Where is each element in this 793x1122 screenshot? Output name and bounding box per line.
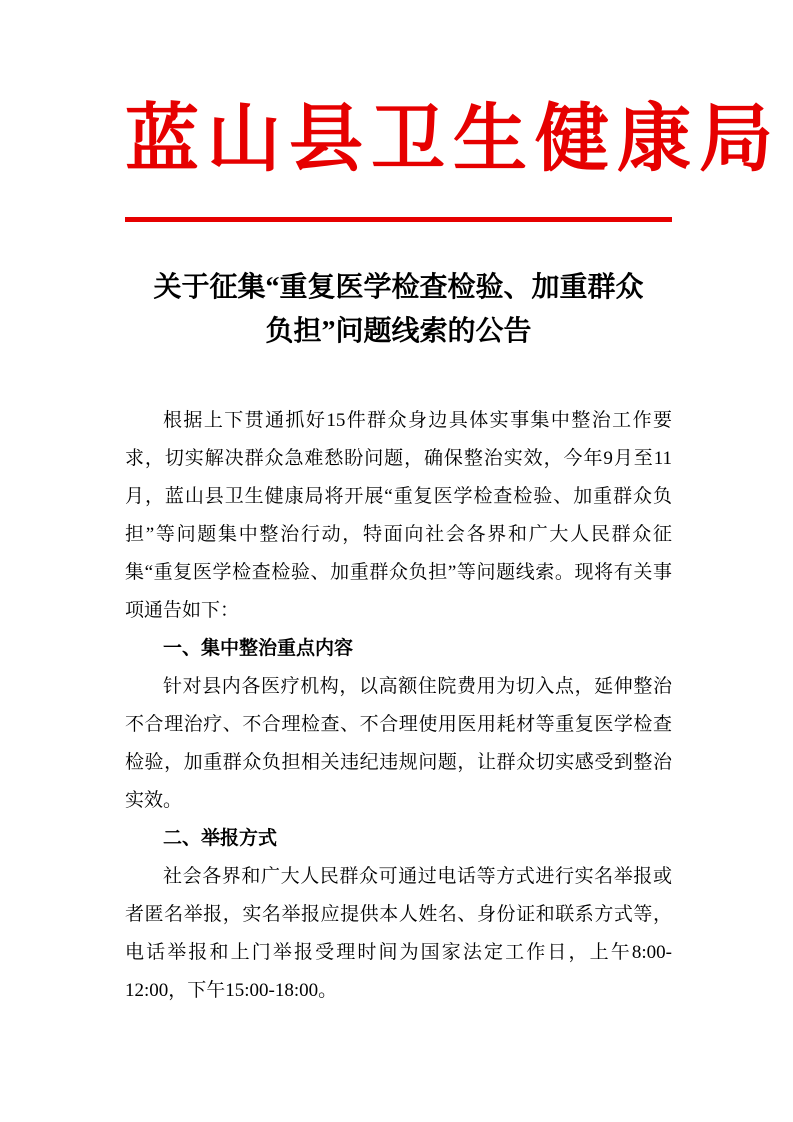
document-body — [125, 402, 672, 1010]
section-heading-1: 一、集中整治重点内容 — [163, 637, 354, 659]
section-heading-2: 二、举报方式 — [163, 827, 278, 849]
paragraph-section-1: 针对县内各医疗机构，以高额住院费用为切入点，延伸整治不合理治疗、不合理检查、不合理使用医用耗材等重复医学检查检验，加重群众负担相关违纪违规问题，让群众切实感受到整治实效。 — [125, 675, 672, 811]
paragraph-intro: 根据上下贯通抓好15件群众身边具体实事集中整治工作要求，切实解决群众急难愁盼问题，确保整治实效，今年9月至11月，蓝山县卫生健康局将开展“重复医学检查检验、加重群众负担”等问题集中整治行动，特面向社会各界和广大人民群众征集“重复医学检查检验、加重群众负担”等问题线索。现将有关事项通告如下： — [125, 409, 672, 621]
document-header — [125, 96, 781, 222]
agency-name: 蓝山县卫生健康局 — [125, 99, 781, 181]
paragraph-section-2: 社会各界和广大人民群众可通过电话等方式进行实名举报或者匿名举报，实名举报应提供本人姓名、身份证和联系方式等，电话举报和上门举报受理时间为国家法定工作日，上午8:00-12:00，下午15:00-18:00。 — [125, 865, 672, 1001]
header-divider-line — [125, 217, 672, 222]
document-title-line-2: 负担”问题线索的公告 — [265, 315, 532, 347]
document-title — [125, 266, 672, 354]
document-title-line-1: 关于征集“重复医学检查检验、加重群众 — [153, 271, 644, 303]
